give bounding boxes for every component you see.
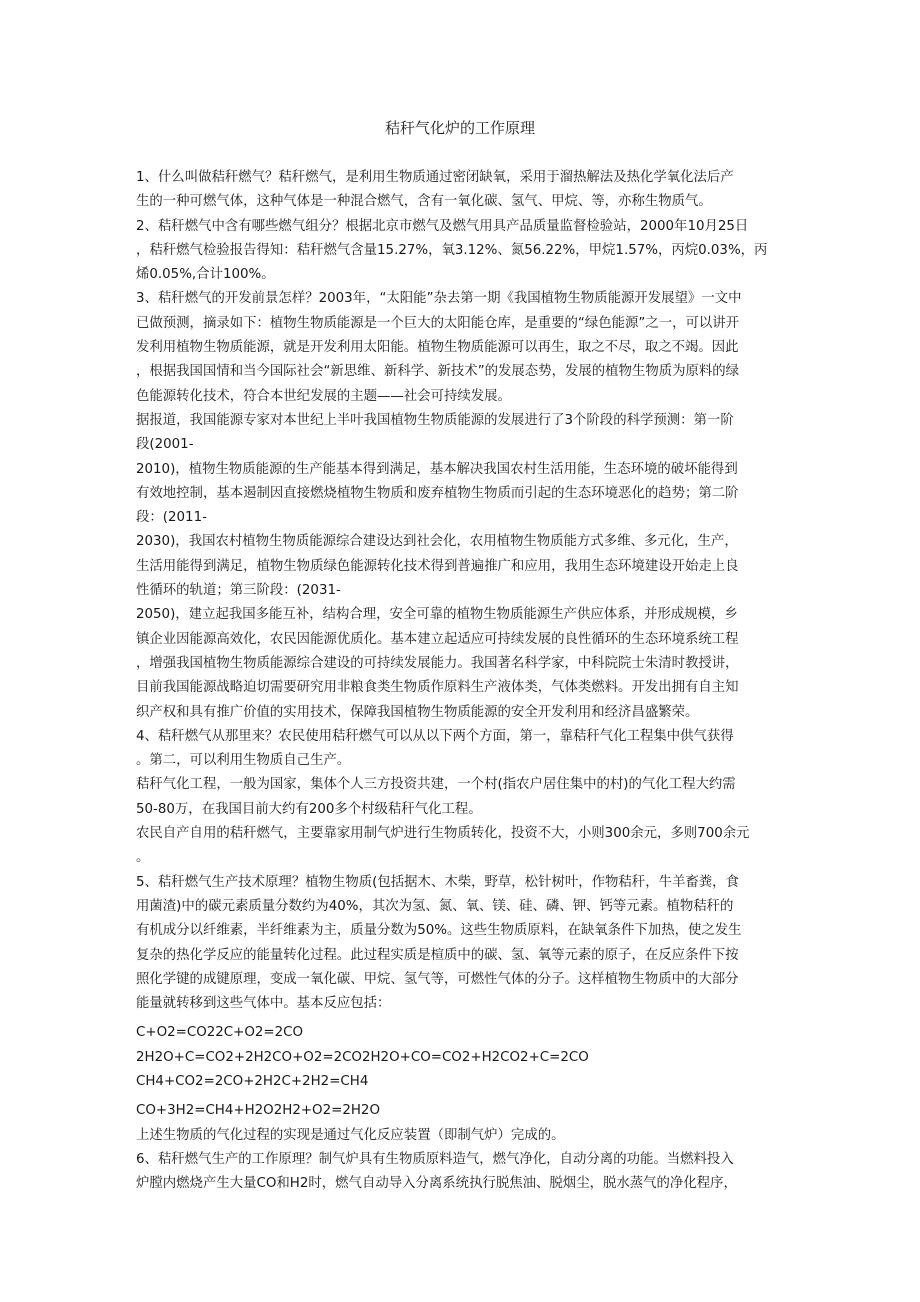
text-line: 有机成分以纤维素，半纤维素为主，质量分数为50%。这些生物质原料，在缺氧条件下加热，使之发生 xyxy=(136,923,742,939)
text-line: 2010)，植物生物质能源的生产能基本得到满足，基本解决我国农村生活用能，生态环境的破坏能得到 xyxy=(136,461,738,477)
reaction-line: C+O2=CO22C+O2=2CO xyxy=(136,1025,304,1041)
text-line: ，秸秆燃气检验报告得知：秸秆燃气含量15.27%，氧3.12%、氮56.22%，甲烷1.57%，丙烷0.03%，丙 xyxy=(136,242,768,258)
text-line: 能量就转移到这些气体中。基本反应包括： xyxy=(136,996,391,1012)
text-line: 用菌渣)中的碳元素质量分数约为40%，其次为氢、氮、氧、镁、硅、磷、钾、钙等元素。植物秸秆的 xyxy=(136,898,734,914)
text-line: 照化学键的成键原理，变成一氧化碳、甲烷、氢气等，可燃性气体的分子。这样植物生物质中的大部分 xyxy=(136,971,739,987)
text-line: 2050)，建立起我国多能互补，结构合理，安全可靠的植物生物质能源生产供应体系，并形成规模，乡 xyxy=(136,607,738,623)
text-line: 炉膛内燃烧产生大量CO和H2时，燃气自动导入分离系统执行脱焦油、脱烟尘，脱水蒸气的净化程序， xyxy=(136,1176,737,1192)
text-line: 有效地控制，基本遏制因直接燃烧植物生物质和废弃植物生物质而引起的生态环境恶化的趋势；第二阶 xyxy=(136,485,739,501)
text-line: 3、秸秆燃气的开发前景怎样？2003年，“太阳能”杂去第一期《我国植物生物质能源开发展望》一文中 xyxy=(136,291,742,307)
text-line: 2030)，我国农村植物生物质能源综合建设达到社会化，农用植物生物质能方式多维、多元化，生产， xyxy=(136,534,738,550)
reaction-line: 2H2O+C=CO2+2H2CO+O2=2CO2H2O+CO=CO2+H2CO2+C=2CO xyxy=(136,1049,589,1065)
text-line: 50-80万，在我国目前大约有200多个村级秸秆气化工程。 xyxy=(136,801,482,817)
text-line: 复杂的热化学反应的能量转化过程。此过程实质是楦质中的碳、氢、氧等元素的原子，在反应条件下按 xyxy=(136,947,739,963)
text-line: 段(2001- xyxy=(136,437,194,453)
text-line: 据报道，我国能源专家对本世纪上半叶我国植物生物质能源的发展进行了3个阶段的科学预测：第一阶 xyxy=(136,412,734,428)
text-line: 5、秸秆燃气生产技术原理？植物生物质(包括据木、木柴，野草，松针树叶，作物秸秆，牛羊畜粪，食 xyxy=(136,874,739,890)
text-line: 镇企业因能源高效化，农民因能源优质化。基本建立起适应可持续发展的良性循环的生态环境系统工程 xyxy=(136,631,739,647)
reaction-line: CH4+CO2=2CO+2H2C+2H2=CH4 xyxy=(136,1073,369,1089)
text-line: 1、什么叫做秸秆燃气？秸秆燃气，是利用生物质通过密闭缺氧，采用于溜热解法及热化学氧化法后产 xyxy=(136,170,734,185)
text-line: 织产权和具有推广价值的实用技术，保障我国植物生物质能源的安全开发利用和经济昌盛繁荣。 xyxy=(136,704,699,720)
text-line: 秸秆气化工程，一般为国家，集体个人三方投资共建，一个村(指农户居住集中的村)的气化工程大约需 xyxy=(136,777,736,793)
text-line: 。 xyxy=(136,850,150,866)
document-body xyxy=(136,166,792,1196)
text-line: 发利用植物生物质能源，就是开发利用太阳能。植物生物质能源可以再生，取之不尽，取之不竭。因此 xyxy=(136,340,739,356)
text-line: 目前我国能源战略迫切需要研究用非粮食类生物质作原料生产液体类，气体类燃料。开发出拥有自主知 xyxy=(136,680,739,696)
text-line: 4、秸秆燃气从那里来？农民使用秸秆燃气可以从以下两个方面，第一，靠秸秆气化工程集中供气获得 xyxy=(136,728,734,744)
text-line: 性循环的轨道；第三阶段：(2031- xyxy=(136,583,341,599)
document-title: 秸秆气化炉的工作原理 xyxy=(384,119,535,137)
text-line: 。第二，可以利用生物质自己生产。 xyxy=(136,753,351,769)
text-line: 色能源转化技术，符合本世纪发展的主题——社会可持续发展。 xyxy=(136,388,511,404)
text-line: 烯0.05%,合计100%。 xyxy=(136,267,275,283)
text-line: 农民自产自用的秸秆燃气，主要靠家用制气炉进行生物质转化，投资不大，小则300余元，多则700余元 xyxy=(136,826,750,842)
text-line: 6、秸秆燃气生产的工作原理？制气炉具有生物质原料造气，燃气净化，自动分离的功能。当燃料投入 xyxy=(136,1151,734,1167)
text-line: 2、秸秆燃气中含有哪些燃气组分？根据北京市燃气及燃气用具产品质量监督检验站，2000年10月25日 xyxy=(136,218,749,234)
text-line: 段：(2011- xyxy=(136,510,207,526)
text-line: 上述生物质的气化过程的实现是通过气化反应装置（即制气炉）完成的。 xyxy=(136,1127,565,1143)
text-line: 生活用能得到满足，植物生物质绿色能源转化技术得到普遍推广和应用，我用生态环境建设开始走上良 xyxy=(136,558,739,574)
text-line: 生的一种可燃气体，这种气体是一种混合燃气，含有一氧化碳、氢气、甲烷、等，亦称生物质气。 xyxy=(136,194,712,210)
text-line: ，根据我国国情和当今国际社会“新思维、新科学、新技术”的发展态势，发展的植物生物质为原料的绿 xyxy=(136,364,740,380)
reaction-line: CO+3H2=CH4+H2O2H2+O2=2H2O xyxy=(136,1103,380,1119)
text-line: ，增强我国植物生物质能源综合建设的可持续发展能力。我国著名科学家，中科院院士朱清时教授讲， xyxy=(136,655,739,671)
text-line: 已做预测，摘录如下：植物生物质能源是一个巨大的太阳能仓库，是重要的“绿色能源”之一，可以讲开 xyxy=(136,315,740,331)
